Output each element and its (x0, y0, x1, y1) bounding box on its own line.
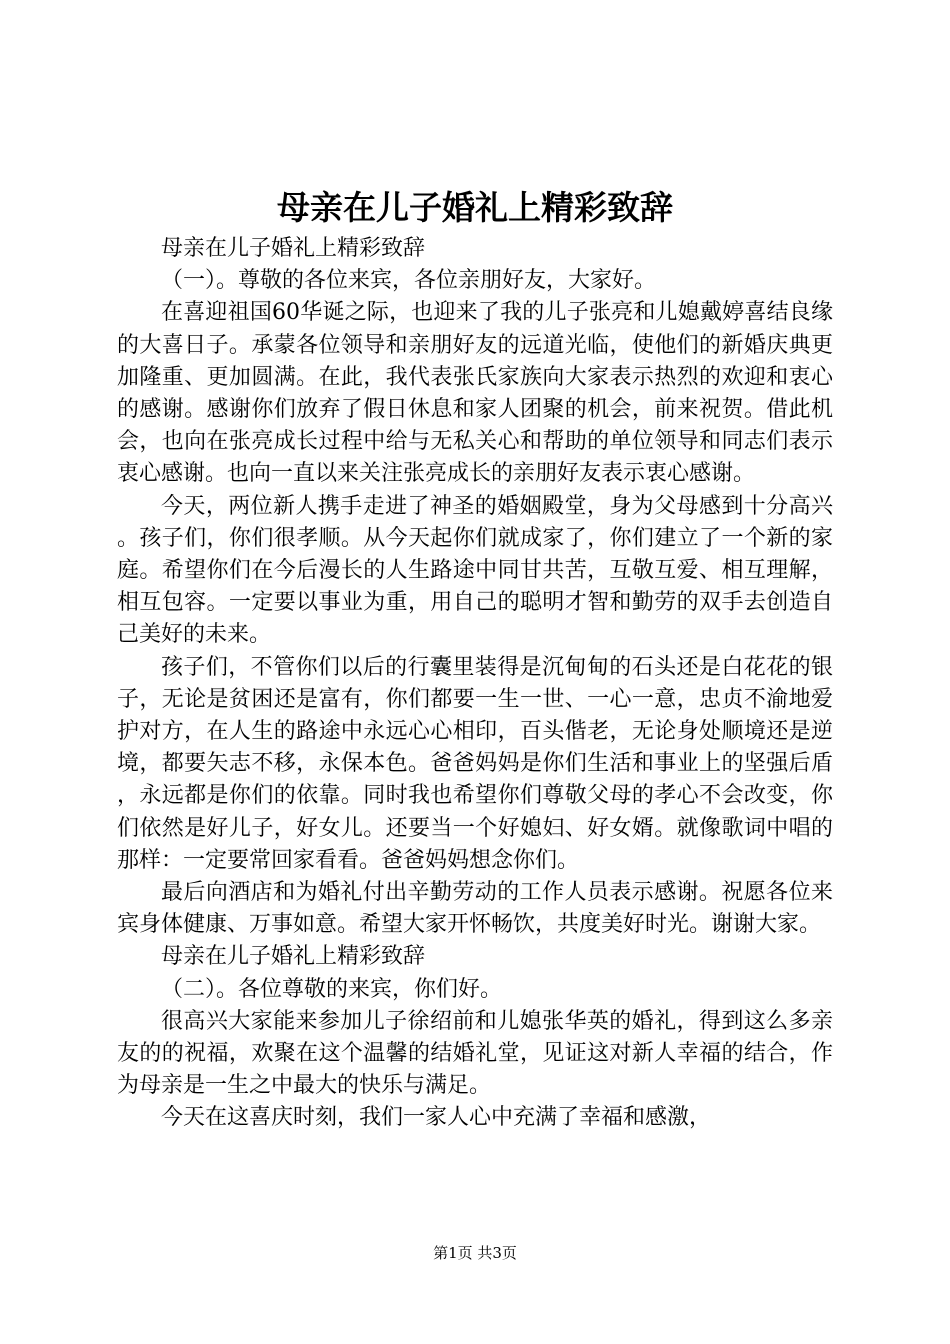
document-title: 母亲在儿子婚礼上精彩致辞 (277, 188, 673, 227)
paragraph-wishes: 今天，两位新人携手走进了神圣的婚姻殿堂，身为父母感到十分高兴。孩子们，你们很孝顺。从今天起你们就成家了，你们建立了一个新的家庭。希望你们在今后漫长的人生路途中同甘共苦，互敬互爱、相互理解，相互包容。一定要以事业为重，用自己的聪明才智和勤劳的双手去创造自己美好的未来。 (117, 493, 833, 648)
paragraph-subtitle-1: 母亲在儿子婚礼上精彩致辞 (161, 236, 426, 261)
page-number: 第1页 共3页 (433, 1244, 517, 1262)
paragraph-greeting-1: （一）。尊敬的各位来宾，各位亲朋好友，大家好。 (161, 268, 657, 294)
document-body (117, 233, 833, 1135)
paragraph-advice: 孩子们，不管你们以后的行囊里装得是沉甸甸的石头还是白花花的银子，无论是贫困还是富有，你们都要一生一世、一心一意，忠贞不渝地爱护对方，在人生的路途中永远心心相印，百头偕老，无论身处顺境还是逆境，都要矢志不移，永保本色。爸爸妈妈是你们生活和事业上的坚强后盾，永远都是你们的依靠。同时我也希望你们尊敬父母的孝心不会改变，你们依然是好儿子，好女儿。还要当一个好媳妇、好女婿。就像歌词中唱的那样：一定要常回家看看。爸爸妈妈想念你们。 (117, 654, 833, 873)
paragraph-joy: 很高兴大家能来参加儿子徐绍前和儿媳张华英的婚礼，得到这么多亲友的的祝福，欢聚在这个温馨的结婚礼堂，见证这对新人幸福的结合，作为母亲是一生之中最大的快乐与满足。 (117, 1008, 833, 1099)
paragraph-thanks: 最后向酒店和为婚礼付出辛勤劳动的工作人员表示感谢。祝愿各位来宾身体健康、万事如意。希望大家开怀畅饮，共度美好时光。谢谢大家。 (117, 880, 833, 938)
paragraph-gratitude: 今天在这喜庆时刻，我们一家人心中充满了幸福和感激， (161, 1105, 712, 1131)
paragraph-subtitle-2: 母亲在儿子婚礼上精彩致辞 (161, 944, 426, 970)
paragraph-welcome: 在喜迎祖国60华诞之际，也迎来了我的儿子张亮和儿媳戴婷喜结良缘的大喜日子。承蒙各位领导和亲朋好友的远道光临，使他们的新婚庆典更加隆重、更加圆满。在此，我代表张氏家族向大家表示热烈的欢迎和衷心的感谢。感谢你们放弃了假日休息和家人团聚的机会，前来祝贺。借此机会，也向在张亮成长过程中给与无私关心和帮助的单位领导和同志们表示衷心感谢。也向一直以来关注张亮成长的亲朋好友表示衷心感谢。 (117, 300, 833, 487)
paragraph-greeting-2: （二）。各位尊敬的来宾，你们好。 (161, 976, 503, 1002)
